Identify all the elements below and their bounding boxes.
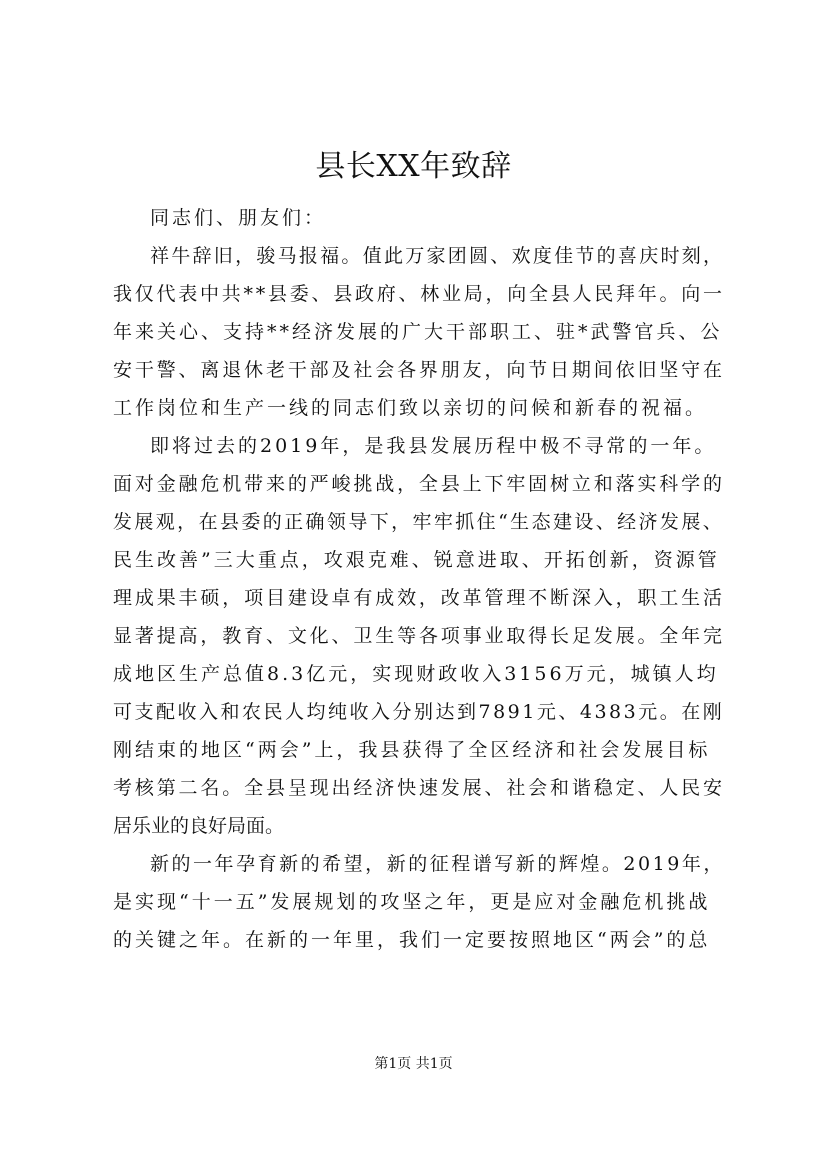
text-line: 面对金融危机带来的严峻挑战，全县上下牢固树立和落实科学的 bbox=[113, 473, 725, 495]
text-line: 年来关心、支持**经济发展的广大干部职工、驻*武警官兵、公 bbox=[113, 321, 723, 343]
text-line: 民生改善”三大重点，攻艰克难、锐意进取、开拓创新，资源管 bbox=[113, 549, 720, 571]
text-line: 成地区生产总值8.3亿元，实现财政收入3156万元，城镇人均 bbox=[113, 663, 719, 685]
page-footer: 第1页 共1页 bbox=[374, 1056, 453, 1072]
text-line: 刚结束的地区“两会”上，我县获得了全区经济和社会发展目标 bbox=[113, 739, 711, 761]
text-line: 祥牛辞旧，骏马报福。值此万家团圆、欢度佳节的喜庆时刻， bbox=[150, 245, 725, 267]
text-line: 新的一年孕育新的希望，新的征程谱写新的辉煌。2019年， bbox=[150, 853, 725, 875]
text-line: 即将过去的2019年，是我县发展历程中极不寻常的一年。 bbox=[150, 435, 717, 457]
text-line: 可支配收入和农民人均纯收入分别达到7891元、4383元。在刚 bbox=[113, 701, 725, 723]
text-line: 理成果丰硕，项目建设卓有成效，改革管理不断深入，职工生活 bbox=[113, 587, 725, 609]
text-line: 同志们、朋友们： bbox=[150, 207, 327, 229]
text-line: 我仅代表中共**县委、县政府、林业局，向全县人民拜年。向一 bbox=[113, 283, 725, 305]
text-line: 工作岗位和生产一线的同志们致以亲切的问候和新春的祝福。 bbox=[113, 397, 708, 419]
text-line: 考核第二名。全县呈现出经济快速发展、社会和谐稳定、人民安 bbox=[113, 777, 725, 799]
text-line: 发展观，在县委的正确领导下，牢牢抓住“生态建设、经济发展、 bbox=[113, 511, 725, 533]
text-line: 的关键之年。在新的一年里，我们一定要按照地区“两会”的总 bbox=[113, 929, 711, 951]
text-line: 显著提高，教育、文化、卫生等各项事业取得长足发展。全年完 bbox=[113, 625, 725, 647]
text-line: 居乐业的良好局面。 bbox=[113, 815, 285, 837]
document-title: 县长XX年致辞 bbox=[315, 149, 512, 184]
text-line: 是实现“十一五”发展规划的攻坚之年，更是应对金融危机挑战 bbox=[113, 891, 711, 913]
text-line: 安干警、离退休老干部及社会各界朋友，向节日期间依旧坚守在 bbox=[113, 359, 725, 381]
